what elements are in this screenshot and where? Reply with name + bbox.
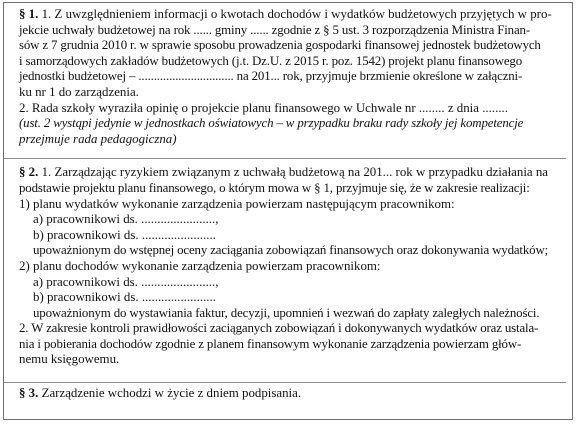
divider-2 — [4, 382, 566, 383]
section-1-note-line-1: (ust. 2 wystąpi jedynie w jednostkach oświatowych – w przypadku braku rady szkoły jej kompetencje — [19, 116, 524, 131]
section-1-line-1: § 1. 1. Z uwzględnieniem informacji o kwotach dochodów i wydatków budżetowych przyjętych w pro- — [19, 7, 552, 21]
section-1-line-3: sów z 7 grudnia 2010 r. w sprawie sposobu prowadzenia gospodarki finansowej jednostek budżetowych — [19, 38, 541, 53]
section-3-line — [19, 386, 559, 402]
section-2-marker: § 2. — [19, 165, 39, 180]
section-2-list1-b: b) pracownikowi ds. ....................... — [33, 227, 216, 242]
divider-1 — [4, 158, 566, 159]
section-2-plan-dochodow: 2) planu dochodów wykonanie zarządzenia powierzam pracownikom: — [19, 258, 381, 273]
section-2-list1-note: upoważnionym do wstępnej oceny zaciągania zobowiązań finansowych oraz dokonywania wydatków; — [33, 243, 549, 258]
section-2-line-3: 1) planu wydatków wykonanie zarządzenia powierzam następującym pracownikom: — [19, 196, 455, 211]
section-3-marker: § 3. — [19, 386, 39, 401]
section-1-note-line-2: przejmuje rada pedagogiczna) — [19, 131, 177, 146]
section-1-line-5: jednostki budżetowej – ............................... na 201... rok, przyjmuje brzmienie określone w załączni- — [19, 69, 523, 84]
section-2-closing-line-3: nemu księgowemu. — [19, 352, 120, 367]
section-1-line-4: i samorządowych zakładów budżetowych (j.t. Dz.U. z 2015 r. poz. 1542) projekt planu finansowego — [19, 53, 523, 68]
section-1-line-2: jekcie uchwały budżetowej na rok ...... gminy ...... zgodnie z § 5 ust. 3 rozporządzenia Ministra Finan- — [19, 22, 530, 37]
section-2-list2-note: upoważnionym do wystawiania faktur, decyzji, upomnień i wezwań do zapłaty zaległych należności. — [33, 305, 540, 320]
section-1-marker: § 1. — [19, 7, 39, 21]
document-body — [19, 7, 559, 402]
section-2-line-2: podstawie projektu planu finansowego, o którym mowa w § 1, przyjmuje się, że w zakresie realizacji: — [19, 180, 530, 195]
section-1-line-7: 2. Rada szkoły wyraziła opinię o projekcie planu finansowego w Uchwale nr ........ z dnia ........ — [19, 100, 508, 115]
section-2-closing-line-2: nia i pobierania dochodów zgodnie z planem finansowym wykonanie zarządzenia powierzam głów- — [19, 336, 522, 351]
section-2-list2-a: a) pracownikowi ds. ......................., — [33, 274, 219, 289]
section-2-list2-b: b) pracownikowi ds. ....................... — [33, 290, 216, 305]
section-2-list1-a: a) pracownikowi ds. ......................., — [33, 212, 219, 227]
section-2-closing-line-1: 2. W zakresie kontroli prawidłowości zaciąganych zobowiązań i dokonywanych wydatków oraz ustala- — [19, 321, 539, 336]
section-3-text: Zarządzenie wchodzi w życie z dniem podpisania. — [41, 386, 302, 401]
section-2-line-1: § 2. 1. Zarządzając ryzykiem związanym z uchwałą budżetową na 201... rok w przypadku działania na — [19, 165, 549, 180]
section-1-line-6: ku nr 1 do zarządzenia. — [19, 84, 139, 99]
